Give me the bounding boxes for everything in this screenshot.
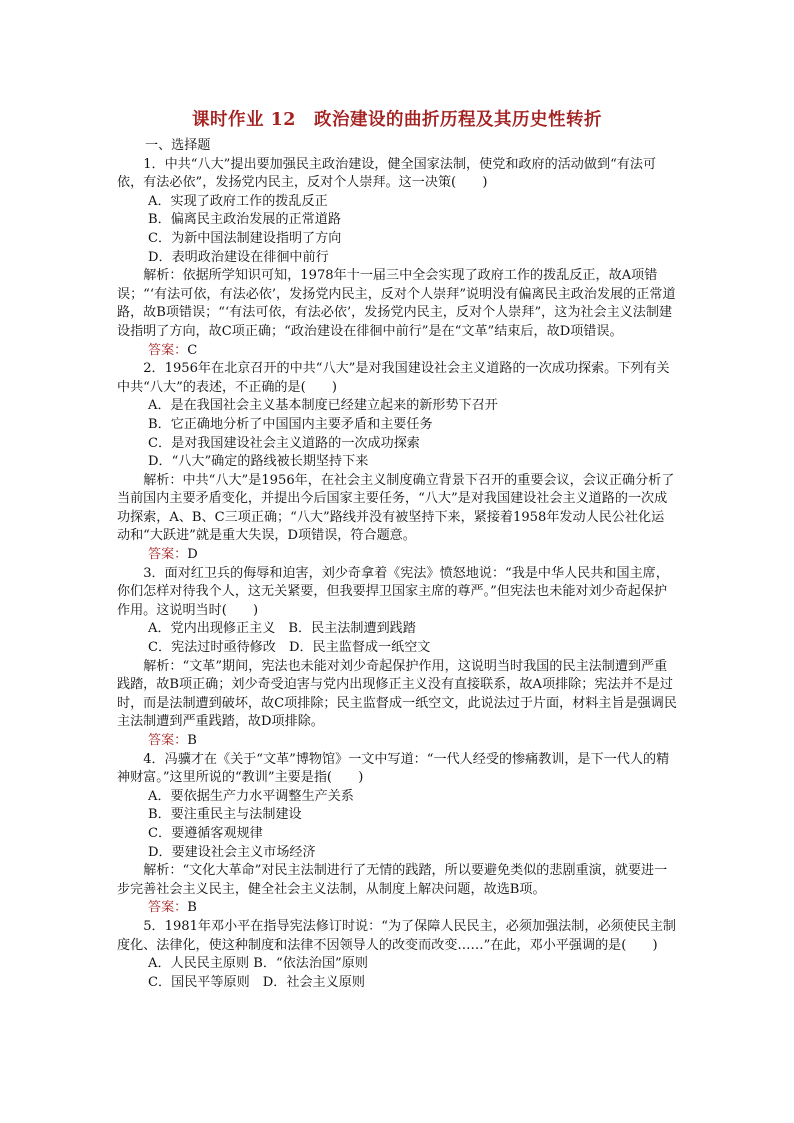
answer-value: D	[187, 547, 198, 563]
question-stem: 2．1956年在北京召开的中共“八大”是对我国建设社会主义道路的一次成功探索。下列有关中共“八大”的表述，不正确的是( )	[117, 361, 670, 395]
option-b: B．它正确地分析了中国国内主要矛盾和主要任务	[148, 416, 433, 432]
answer-line	[117, 899, 677, 918]
answer-label: 答案：	[148, 900, 188, 916]
question-1	[117, 156, 677, 361]
question-2	[117, 360, 677, 565]
answer-line	[117, 732, 677, 751]
option-d: D．“八大”确定的路线被长期坚持下来	[148, 454, 369, 470]
option-b: B．要注重民主与法制建设	[148, 807, 302, 823]
analysis: 解析：“文革”期间，宪法也未能对刘少奇起保护作用，这说明当时我国的民主法制遭到严重践踏，故B项正确；刘少奇受迫害与党内出现修正主义没有直接联系，故A项排除；宪法并不是过时，而是法制遭到破坏，故C项排除；民主监督成一纸空文，此说法过于片面，材料主旨是强调民主法制遭到严重践踏，故D项排除。	[117, 658, 677, 730]
question-5	[117, 918, 677, 992]
document-body	[117, 137, 677, 992]
answer-value: B	[187, 900, 197, 916]
answer-label: 答案：	[148, 342, 188, 358]
option-a: A．是在我国社会主义基本制度已经建立起来的新形势下召开	[148, 398, 498, 414]
question-stem: 3．面对红卫兵的侮辱和迫害，刘少奇拿着《宪法》愤怒地说：“我是中华人民共和国主席，你们怎样对待我个人，这无关紧要，但我要捍卫国家主席的尊严。”但宪法也未能对刘少奇起保护作用。这说明当时( )	[117, 565, 669, 618]
option-c: C．要遵循客观规律	[148, 825, 263, 841]
question-stem: 4．冯骥才在《关于“文革”博物馆》一文中写道：“一代人经受的惨痛教训，是下一代人的精神财富。”这里所说的“教训”主要是指( )	[117, 751, 670, 786]
answer-line	[117, 546, 677, 565]
option-c: C．是对我国建设社会主义道路的一次成功探索	[148, 435, 420, 451]
option-a: A．实现了政府工作的拨乱反正	[148, 193, 328, 209]
answer-value: B	[187, 733, 197, 748]
analysis: 解析：依据所学知识可知，1978年十一届三中全会实现了政府工作的拨乱反正，故A项错误；“‘有法可依，有法必依’，发扬党内民主，反对个人崇拜”说明没有偏离民主政治发展的正常道路，故B项错误；“‘有法可依，有法必依’，发扬党内民主，反对个人崇拜”，这为社会主义法制建设指明了方向，故C项正确；“政治建设在徘徊中前行”是在“文革”结束后，故D项错误。	[117, 268, 676, 339]
answer-label: 答案：	[148, 733, 188, 748]
option-d: D．要建设社会主义市场经济	[148, 844, 316, 860]
question-4	[117, 751, 677, 918]
option-ab: A．人民民主原则 B．“依法治国”原则	[148, 956, 368, 972]
analysis: 解析：“文化大革命”对民主法制进行了无情的践踏，所以要避免类似的悲剧重演，就要进一步完善社会主义民主，健全社会主义法制，从制度上解决问题，故选B项。	[117, 863, 668, 897]
page-title: 课时作业 12 政治建设的曲折历程及其历史性转折	[192, 110, 602, 130]
option-ab: A．党内出现修正主义 B．民主法制遭到践踏	[148, 621, 416, 637]
answer-value: C	[187, 342, 198, 358]
analysis: 解析：中共“八大”是1956年，在社会主义制度确立背景下召开的重要会议，会议正确分析了当前国内主要矛盾变化，并提出今后国家主要任务，“八大”是对我国建设社会主义道路的一次成功探索，A、B、C三项正确；“八大”路线并没有被坚持下来，紧接着1958年发动人民公社化运动和“大跃进”就是重大失误，D项错误，符合题意。	[117, 472, 675, 544]
option-c: C．为新中国法制建设指明了方向	[148, 230, 342, 246]
option-b: B．偏离民主政治发展的正常道路	[148, 212, 341, 228]
section-heading: 一、选择题	[145, 138, 211, 153]
answer-label: 答案：	[148, 547, 188, 563]
option-d: D．表明政治建设在徘徊中前行	[148, 249, 329, 265]
option-cd: C．宪法过时亟待修改 D．民主监督成一纸空文	[148, 640, 431, 656]
answer-line	[117, 342, 677, 361]
question-stem: 1．中共“八大”提出要加强民主政治建设，健全国家法制，使党和政府的活动做到“有法可依，有法必依”，发扬党内民主，反对个人崇拜。这一决策( )	[117, 156, 657, 191]
option-cd: C．国民平等原则 D．社会主义原则	[148, 974, 365, 990]
question-3	[117, 565, 677, 751]
question-stem: 5．1981年邓小平在指导宪法修订时说：“为了保障人民民主，必须加强法制，必须使民主制度化、法律化，使这种制度和法律不因领导人的改变而改变……”在此，邓小平强调的是( )	[117, 918, 677, 953]
option-a: A．要依据生产力水平调整生产关系	[148, 788, 354, 804]
